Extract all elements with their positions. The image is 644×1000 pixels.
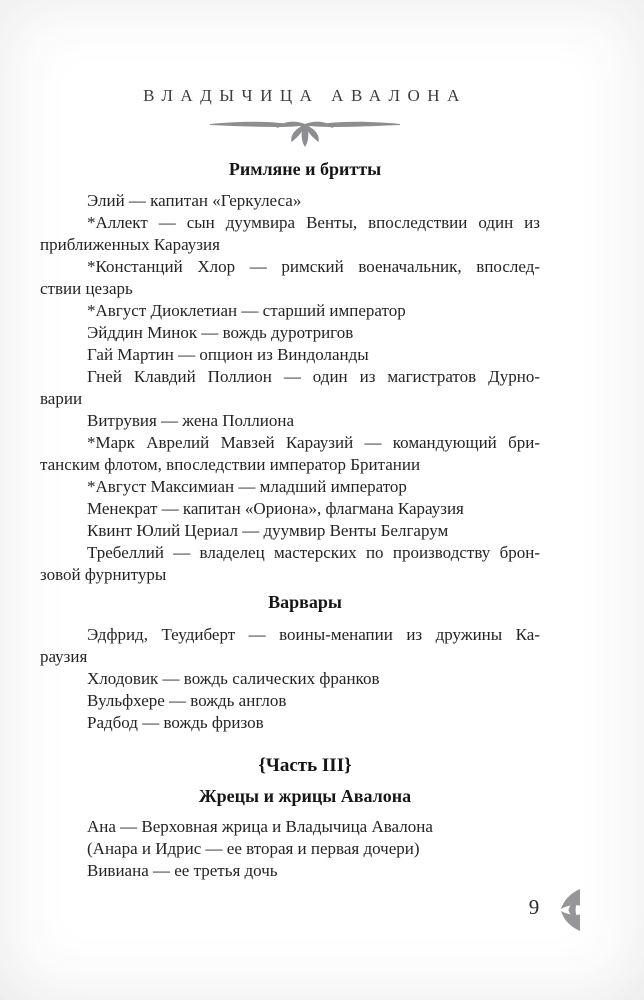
text-line: Менекрат — капитан «Ориона», флагмана Караузия <box>87 499 464 518</box>
text-line: Требеллий — владелец мастерских по производству брон- <box>87 543 540 562</box>
page-number: 9 <box>528 895 540 919</box>
paragraph-vitruvia <box>40 410 540 432</box>
paragraph-augustus-diocletian <box>40 300 540 322</box>
text-line: Вивиана — ее третья дочь <box>87 861 278 880</box>
paragraph-radbod <box>40 712 540 734</box>
paragraph-gnaeus-claudius-pollio <box>40 366 540 410</box>
content-flow <box>40 158 540 882</box>
text-line: Элий — капитан «Геркулеса» <box>87 191 302 210</box>
text-line: *Аллект — сын дуумвира Венты, впоследствии один из <box>87 213 540 232</box>
text-line: Хлодовик — вождь салических франков <box>87 669 380 688</box>
paragraph-aelius <box>40 190 540 212</box>
paragraph-anara-idris <box>40 838 540 860</box>
heading-part-iii: {Часть III} <box>258 755 352 776</box>
paragraph-edfrid-theudibert <box>40 624 540 668</box>
text-line: приближенных Караузия <box>40 235 220 254</box>
paragraph-wulfhere <box>40 690 540 712</box>
paragraph-constantius-chlorus <box>40 256 540 300</box>
paragraph-trebellius <box>40 542 540 586</box>
text-line: *Август Максимиан — младший император <box>87 477 407 496</box>
paragraph-menecrates <box>40 498 540 520</box>
text-line: *Марк Аврелий Мавзей Караузий — командующий бри- <box>87 433 540 452</box>
text-line: Ана — Верховная жрица и Владычица Авалона <box>87 817 433 836</box>
paragraph-quintus-julius-cerialis <box>40 520 540 542</box>
paragraph-augustus-maximian <box>40 476 540 498</box>
text-line: Квинт Юлий Цериал — дуумвир Венты Белгарум <box>87 521 449 540</box>
text-line: Эдфрид, Теудиберт — воины-менапии из дружины Ка- <box>87 625 540 644</box>
paragraph-gaius-martin <box>40 344 540 366</box>
text-line: зовой фурнитуры <box>40 565 167 584</box>
winged-flourish-divider-icon <box>210 111 400 154</box>
text-line: *Август Диоклетиан — старший император <box>87 301 406 320</box>
text-line: Эйддин Минок — вождь дуротригов <box>87 323 354 342</box>
heading-priests-of-avalon: Жрецы и жрицы Авалона <box>198 786 412 806</box>
text-line: Гай Мартин — опцион из Виндоланды <box>87 345 369 364</box>
text-line: ствии цезарь <box>40 279 133 298</box>
text-line: Витрувия — жена Поллиона <box>87 411 295 430</box>
running-head-book-title: ВЛАДЫЧИЦА АВАЛОНА <box>143 86 467 105</box>
text-line: (Анара и Идрис — ее вторая и первая дочери) <box>87 839 420 858</box>
paragraph-carausius <box>40 432 540 476</box>
paragraph-allectus <box>40 212 540 256</box>
heading-romans-and-britons: Римляне и бритты <box>228 159 382 179</box>
paragraph-ana <box>40 816 540 838</box>
heading-barbarians: Варвары <box>268 592 342 612</box>
text-line: Гней Клавдий Поллион — один из магистратов Дурно- <box>87 367 540 386</box>
text-line: танским флотом, впоследствии император Британии <box>40 455 421 474</box>
text-line: варии <box>40 389 83 408</box>
text-line: раузия <box>40 647 88 666</box>
paragraph-chlodovik <box>40 668 540 690</box>
text-line: Радбод — вождь фризов <box>87 713 264 732</box>
paragraph-viviana <box>40 860 540 882</box>
paragraph-eiddin-minoc <box>40 322 540 344</box>
text-line: Вульфхере — вождь англов <box>87 691 287 710</box>
text-line: *Констанций Хлор — римский военачальник, впослед- <box>87 257 540 276</box>
half-palmette-flourish-icon <box>558 886 580 939</box>
